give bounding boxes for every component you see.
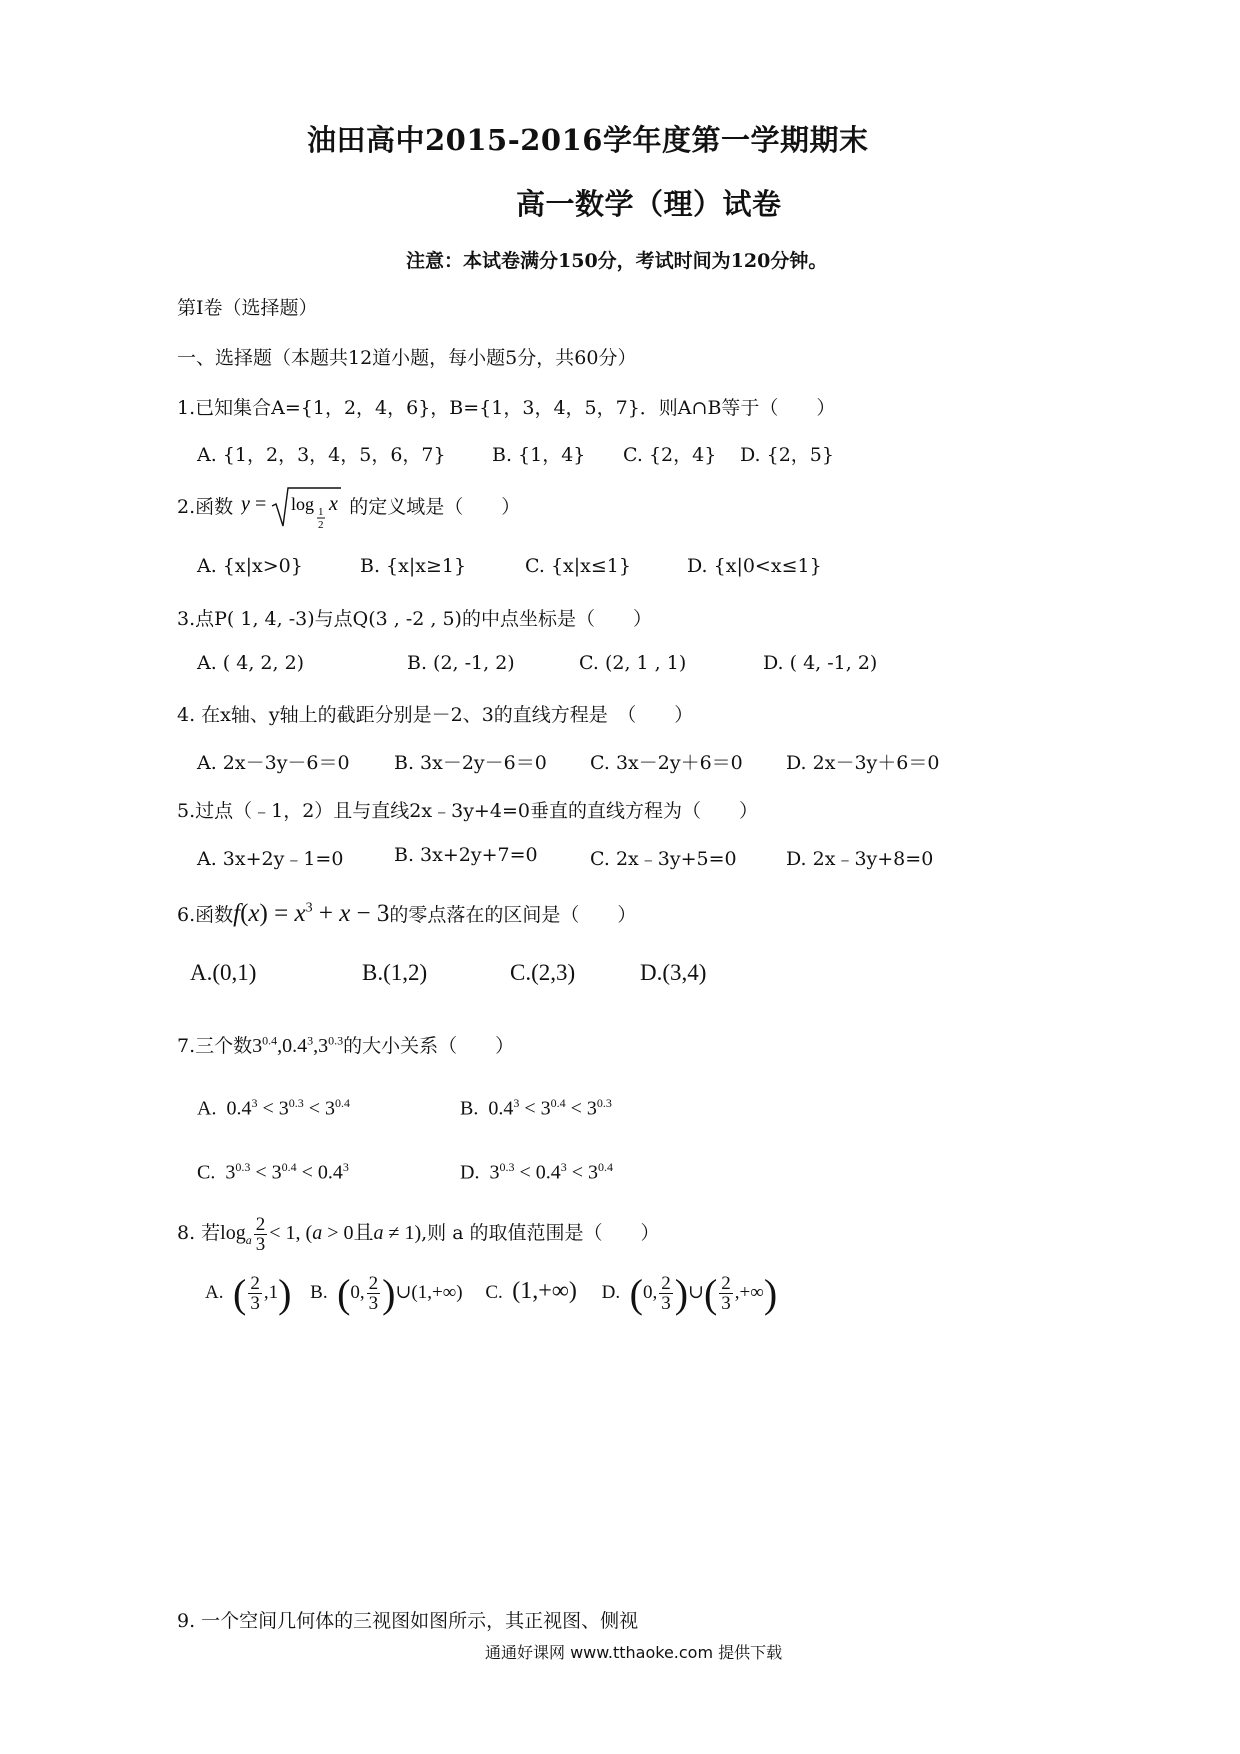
part-label: 第Ⅰ卷（选择题） <box>177 297 318 319</box>
question-7-option-c: C. $3^{0.3} < 3^{0.4} < 0.4^3$ <box>197 1160 349 1184</box>
section-heading: 一、选择题（本题共12道小题，每小题5分，共60分） <box>177 347 637 369</box>
option-d: D. 2x－3y＋6＝0 <box>786 752 940 774</box>
option-c: C. 2x﹣3y+5=0 <box>590 848 737 870</box>
exam-title: 油田高中2015-2016学年度第一学期期末 <box>307 123 869 157</box>
exam-subtitle: 高一数学（理）试卷 <box>516 187 782 221</box>
question-4: 4. 在x轴、y轴上的截距分别是－2、3的直线方程是 （ ） <box>177 704 694 726</box>
svg-text:x: x <box>329 493 339 515</box>
option-c: C. 3x－2y＋6＝0 <box>590 752 743 774</box>
question-7-text-post: 的大小关系（ ） <box>343 1035 515 1057</box>
svg-text:log: log <box>291 494 315 514</box>
option-a: A. ( 4, 2, 2) <box>197 652 305 674</box>
option-d: D.(3,4) <box>640 960 707 985</box>
question-7-formula: $3^{0.4},0.4^3,3^{0.3}$ <box>252 1033 344 1057</box>
exam-notice: 注意：本试卷满分150分，考试时间为120分钟。 <box>406 250 828 272</box>
svg-text:y: y <box>241 493 251 515</box>
footer-watermark: 通通好课网 www.tthaoke.com 提供下载 <box>485 1643 783 1662</box>
option-b: B.(1,2) <box>362 960 428 985</box>
question-5: 5.过点（﹣1，2）且与直线2x﹣3y+4=0垂直的直线方程为（ ） <box>177 800 758 822</box>
question-2-options <box>197 555 917 581</box>
question-1-options <box>197 440 897 466</box>
svg-text:1: 1 <box>318 506 324 518</box>
option-b: B. {1，4} <box>492 444 586 466</box>
question-7-text-pre: 7.三个数 <box>177 1035 253 1057</box>
option-c: C.(2,3) <box>510 960 576 985</box>
question-4-options <box>197 748 977 774</box>
question-3-options <box>197 652 917 678</box>
question-7-option-b: B. $0.4^3 < 3^{0.4} < 3^{0.3}$ <box>460 1096 612 1120</box>
question-7-option-a: A. $0.4^3 < 3^{0.3} < 3^{0.4}$ <box>197 1096 351 1120</box>
question-2-text-pre: 2.函数 <box>177 496 234 518</box>
option-b: B. 3x－2y－6＝0 <box>394 752 547 774</box>
question-2-formula <box>241 482 341 534</box>
option-c: C. {2，4} <box>623 444 717 466</box>
question-9: 9. 一个空间几何体的三视图如图所示，其正视图、侧视 <box>177 1610 639 1632</box>
option-a: A. ( $\frac{2}{3}$ ,1) <box>205 1271 292 1316</box>
question-2-text-post: 的定义域是（ ） <box>349 496 521 518</box>
question-6-options <box>190 960 890 990</box>
question-6-formula: $f(x) = x^3 + x - 3$ <box>233 900 390 927</box>
question-3: 3.点P( 1, 4, -3)与点Q(3 , -2 , 5)的中点坐标是（ ） <box>177 608 652 630</box>
question-7-option-d: D. $3^{0.3} < 0.4^3 < 3^{0.4}$ <box>460 1160 614 1184</box>
option-c: C. {x|x≤1} <box>525 555 631 577</box>
question-1: 1.已知集合A={1，2，4，6}，B={1，3，4，5，7}．则A∩B等于（ ） <box>177 397 836 419</box>
svg-text:2: 2 <box>318 519 324 531</box>
question-8-options <box>205 1270 777 1317</box>
option-a: A. {1，2，3，4，5，6，7} <box>197 444 446 466</box>
question-8-formula: $\log_a$ $\frac{2}{3}$ < 1, (a > 0且a ≠ 1) <box>220 1214 422 1255</box>
option-d: D. ( 4, -1, 2) <box>763 652 878 674</box>
option-b: B. (0, $\frac{2}{3}$ )∪(1,+∞) <box>310 1271 463 1316</box>
question-8-text-post: ,则 a 的取值范围是（ ） <box>421 1222 660 1245</box>
option-b: B. (2, -1, 2) <box>407 652 515 674</box>
option-c: C. (1,+∞) <box>485 1277 577 1304</box>
question-7 <box>177 1031 514 1058</box>
option-b: B. 3x+2y+7=0 <box>394 844 538 866</box>
question-8 <box>177 1215 660 1254</box>
option-a: A. 2x－3y－6＝0 <box>197 752 350 774</box>
option-a: A.(0,1) <box>190 960 257 985</box>
option-c: C. (2, 1 , 1) <box>579 652 687 674</box>
option-d: D. {2，5} <box>740 444 834 466</box>
question-5-options <box>197 844 977 870</box>
option-d: D. 2x﹣3y+8=0 <box>786 848 934 870</box>
svg-text:=: = <box>255 493 267 515</box>
question-6-text-post: 的零点落在的区间是（ ） <box>389 904 637 926</box>
option-a: A. 3x+2y﹣1=0 <box>197 848 344 870</box>
option-d: D. {x|0<x≤1} <box>687 555 822 577</box>
question-8-text-pre: 8. 若 <box>177 1222 221 1245</box>
question-2 <box>177 482 520 534</box>
question-6-text-pre: 6.函数 <box>177 904 234 926</box>
question-6 <box>177 900 636 928</box>
option-b: B. {x|x≥1} <box>360 555 467 577</box>
option-d: D. (0, $\frac{2}{3}$ )∪( $\frac{2}{3}$ ,+∞) <box>601 1271 778 1316</box>
option-a: A. {x|x>0} <box>197 555 303 577</box>
